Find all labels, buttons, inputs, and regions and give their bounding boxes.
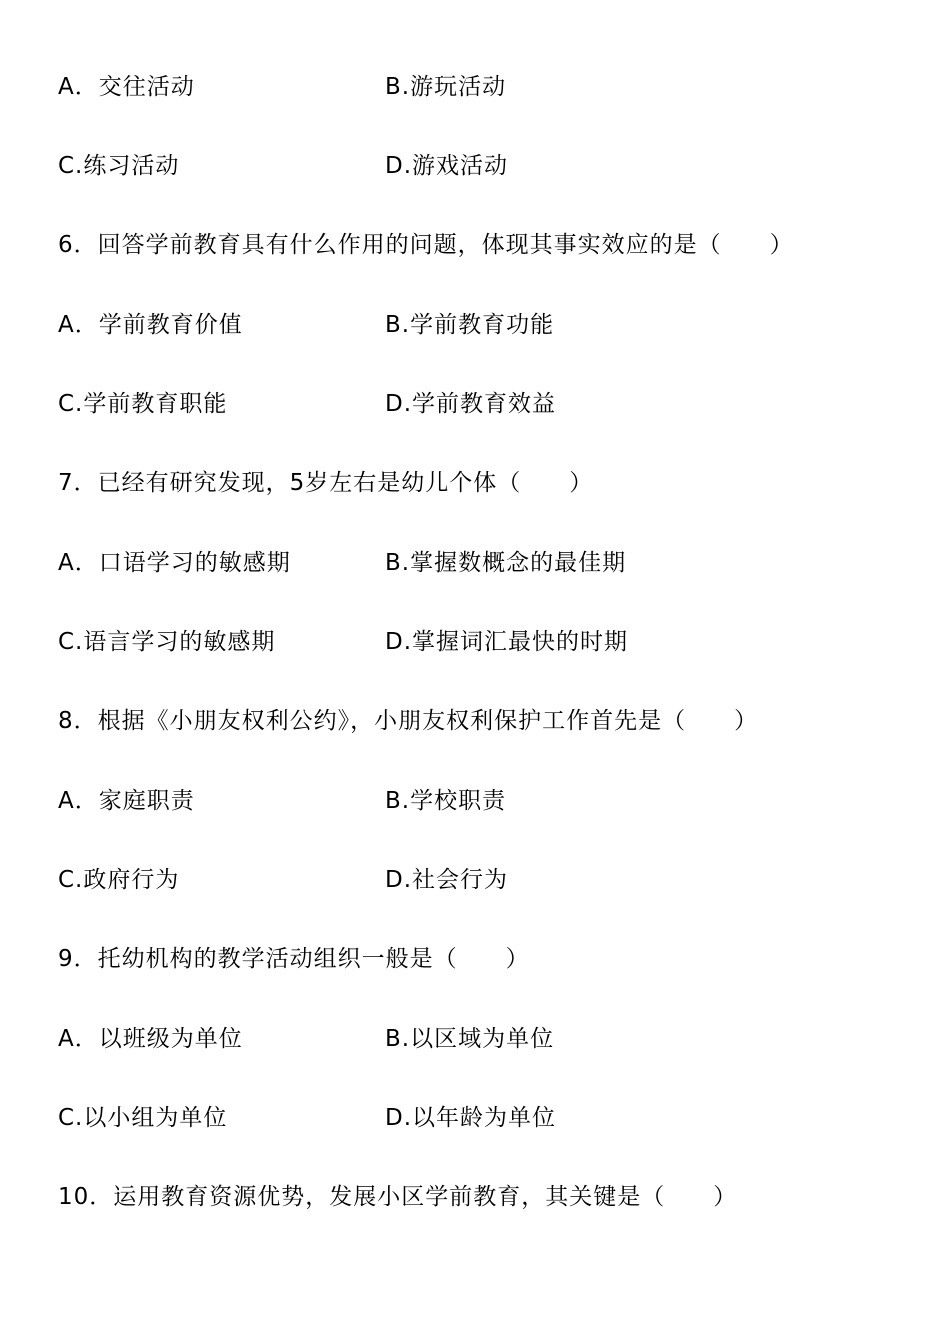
option-5b: B.游玩活动 xyxy=(385,74,507,100)
option-6d: D.学前教育效益 xyxy=(385,391,557,417)
option-9a: A．以班级为单位 xyxy=(58,1026,243,1052)
option-7d: D.掌握词汇最快的时期 xyxy=(385,629,629,655)
question-7: 7．已经有研究发现，5岁左右是幼儿个体（ ） xyxy=(58,470,594,496)
option-5d: D.游戏活动 xyxy=(385,153,509,179)
option-7c: C.语言学习的敏感期 xyxy=(58,629,276,655)
option-6a: A．学前教育价值 xyxy=(58,312,243,338)
option-8d: D.社会行为 xyxy=(385,867,509,893)
option-5c: C.练习活动 xyxy=(58,153,180,179)
option-5a: A．交往活动 xyxy=(58,74,195,100)
option-6b: B.学前教育功能 xyxy=(385,312,555,338)
question-9: 9．托幼机构的教学活动组织一般是（ ） xyxy=(58,946,530,972)
question-6: 6．回答学前教育具有什么作用的问题，体现其事实效应的是（ ） xyxy=(58,232,794,258)
question-8: 8．根据《小朋友权利公约》，小朋友权利保护工作首先是（ ） xyxy=(58,708,759,734)
option-9b: B.以区域为单位 xyxy=(385,1026,555,1052)
option-9d: D.以年龄为单位 xyxy=(385,1105,557,1131)
question-10: 10．运用教育资源优势，发展小区学前教育，其关键是（ ） xyxy=(58,1184,738,1210)
option-6c: C.学前教育职能 xyxy=(58,391,228,417)
option-8c: C.政府行为 xyxy=(58,867,180,893)
option-7b: B.掌握数概念的最佳期 xyxy=(385,550,627,576)
option-9c: C.以小组为单位 xyxy=(58,1105,228,1131)
option-7a: A．口语学习的敏感期 xyxy=(58,550,291,576)
option-8a: A．家庭职责 xyxy=(58,788,195,814)
option-8b: B.学校职责 xyxy=(385,788,507,814)
